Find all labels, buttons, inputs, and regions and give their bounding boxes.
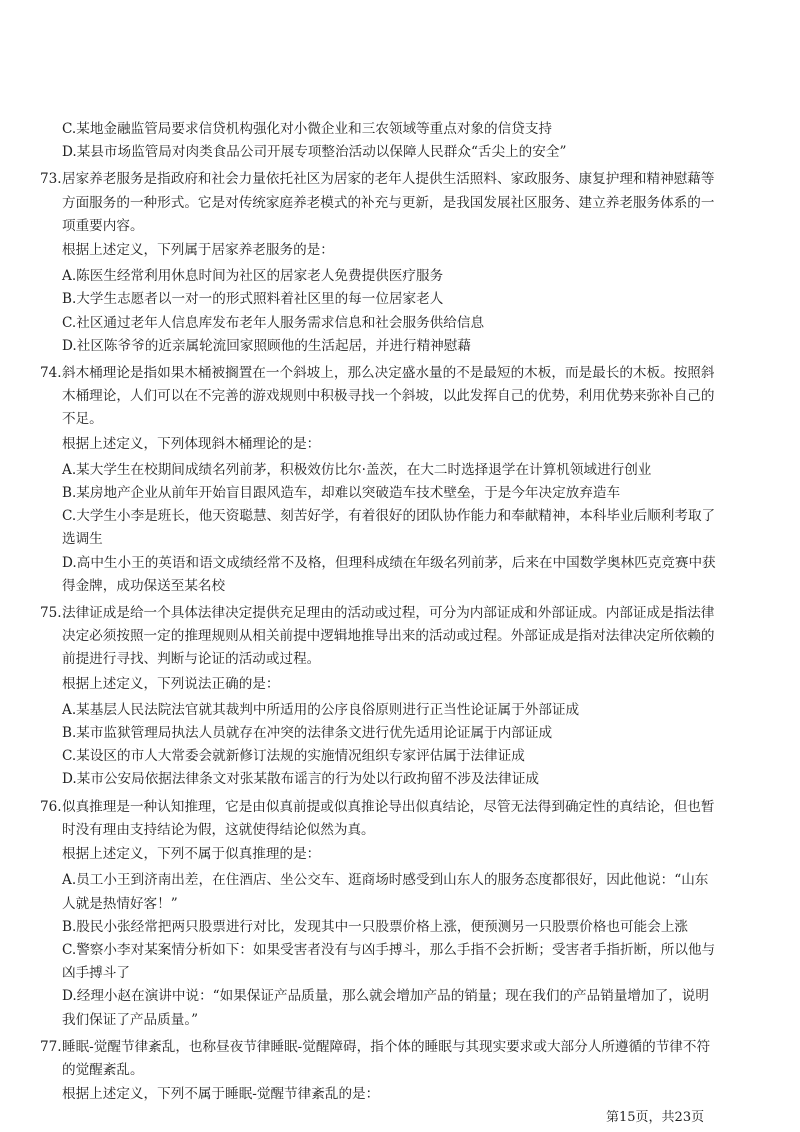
question-stem-line: 时没有理由支持结论为假，这就使得结论似然为真。 (62, 821, 375, 838)
question-block (40, 792, 770, 1032)
question-number: 76. (40, 798, 62, 815)
question-stem-line (40, 602, 770, 625)
option-line: 凶手搏斗了 (62, 965, 130, 982)
question-prompt: 根据上述定义，下列说法正确的是： (62, 675, 280, 692)
option-line: B.大学生志愿者以一对一的形式照料着社区里的每一位居家老人 (62, 291, 444, 308)
answer-option (40, 722, 770, 745)
option-line: C.某设区的市人大常委会就新修订法规的实施情况组织专家评估属于法律证成 (62, 748, 525, 765)
option-line: C.警察小李对某案情分析如下：如果受害者没有与凶手搏斗，那么手指不会折断；受害者手指折断，所以他与 (62, 941, 716, 958)
option-line: A.员工小王到济南出差，在住酒店、坐公交车、逛商场时感受到山东人的服务态度都很好，因此他说：“山东 (62, 872, 709, 889)
answer-option (40, 939, 770, 985)
question-block (40, 358, 770, 598)
question-stem-line (40, 1036, 770, 1059)
answer-option (40, 869, 770, 915)
question-prompt: 根据上述定义，下列不属于似真推理的是： (62, 846, 321, 863)
option-line: D.某县市场监管局对肉类食品公司开展专项整治活动以保障人民群众“舌尖上的安全” (62, 144, 567, 161)
question-stem-line: 项重要内容。 (62, 217, 144, 234)
option-line: B.某房地产企业从前年开始盲目跟风造车，却难以突破造车技术壁垒，于是今年决定放弃造车 (62, 485, 621, 502)
question-stem-line (40, 362, 770, 385)
answer-option (40, 459, 770, 482)
answer-option (40, 699, 770, 722)
option-line: D.经理小赵在演讲中说：“如果保证产品质量，那么就会增加产品的销量；现在我们的产品销量增加了，说明 (62, 988, 709, 1005)
question-block (40, 164, 770, 358)
question-stem-text: 睡眠-觉醒节律紊乱，也称昼夜节律睡眠-觉醒障碍，指个体的睡眠与其现实要求或大部分人所遵循的节律不符 (62, 1038, 711, 1055)
option-line: B.某市监狱管理局执法人员就存在冲突的法律条文进行优先适用论证属于内部证成 (62, 725, 553, 742)
option-line: 我们保证了产品质量。” (62, 1011, 199, 1028)
answer-option (40, 745, 770, 768)
option-line: 选调生 (62, 531, 103, 548)
question-stem-line (40, 796, 770, 819)
page-number: 第15页，共23页 (606, 1110, 705, 1125)
answer-option (40, 505, 770, 551)
question-number: 73. (40, 171, 62, 188)
answer-option (40, 288, 770, 311)
question-stem-text: 居家养老服务是指政府和社会力量依托社区为居家的老年人提供生活照料、家政服务、康复护理和精神慰藉等 (62, 171, 715, 188)
page-content (40, 118, 770, 1109)
option-line: D.社区陈爷爷的近亲属轮流回家照顾他的生活起居，并进行精神慰藉 (62, 337, 471, 354)
option-line: A.某基层人民法院法官就其裁判中所适用的公序良俗原则进行正当性论证属于外部证成 (62, 701, 580, 718)
question-stem-line: 方面服务的一种形式。它是对传统家庭养老模式的补充与更新，是我国发展社区服务、建立养老服务体系的一 (62, 194, 715, 211)
question-prompt: 根据上述定义，下列不属于睡眠-觉醒节律紊乱的是： (62, 1086, 380, 1103)
answer-option (40, 482, 770, 505)
option-line: C.某地金融监管局要求信贷机构强化对小微企业和三农领域等重点对象的信贷支持 (62, 121, 553, 137)
question-number: 74. (40, 365, 62, 382)
option-line: A.某大学生在校期间成绩名列前茅，积极效仿比尔·盖茨，在大二时选择退学在计算机领域进行创业 (62, 461, 652, 478)
question-number: 77. (40, 1038, 62, 1055)
question-stem-line: 不足。 (62, 411, 103, 428)
option-line: 人就是热情好客！” (62, 895, 178, 912)
question-stem-line (40, 168, 770, 191)
answer-option (40, 312, 770, 335)
question-stem-line: 前提进行寻找、判断与论证的活动或过程。 (62, 651, 321, 668)
option-line: D.某市公安局依据法律条文对张某散布谣言的行为处以行政拘留不涉及法律证成 (62, 771, 539, 788)
answer-option (40, 985, 770, 1031)
question-block (40, 598, 770, 792)
question-stem-text: 似真推理是一种认知推理，它是由似真前提或似真推论导出似真结论，尽管无法得到确定性的真结论，但也暂 (62, 798, 715, 815)
question-stem-line: 的觉醒紊乱。 (62, 1061, 144, 1078)
question-prompt: 根据上述定义，下列体现斜木桶理论的是： (62, 435, 321, 452)
answer-option (40, 768, 770, 791)
option-line: B.股民小张经常把两只股票进行对比，发现其中一只股票价格上涨，便预测另一只股票价格也可能会上涨 (62, 918, 689, 935)
answer-option (40, 335, 770, 358)
question-number: 75. (40, 605, 62, 622)
question-block (40, 1032, 770, 1107)
option-line: C.大学生小李是班长，他天资聪慧、刻苦好学，有着很好的团队协作能力和奉献精神，本科毕业后顺利考取了 (62, 508, 716, 525)
question-prompt: 根据上述定义，下列属于居家养老服务的是： (62, 242, 334, 259)
option-line: C.社区通过老年人信息库发布老年人服务需求信息和社会服务供给信息 (62, 314, 485, 331)
question-stem-line: 决定必须按照一定的推理规则从相关前提中逻辑地推导出来的活动或过程。外部证成是指对法律决定所依赖的 (62, 628, 715, 645)
answer-option (40, 552, 770, 598)
option-line: A.陈医生经常利用休息时间为社区的居家老人免费提供医疗服务 (62, 268, 444, 285)
question-stem-text: 法律证成是给一个具体法律决定提供充足理由的活动或过程，可分为内部证成和外部证成。内部证成是指法律 (62, 605, 715, 622)
option-line: D.高中生小王的英语和语文成绩经常不及格，但理科成绩在年级名列前茅，后来在中国数学奥林匹克竞赛中获 (62, 554, 716, 571)
question-stem-line: 木桶理论，人们可以在不完善的游戏规则中积极寻找一个斜坡，以此发挥自己的优势，利用优势来弥补自己的 (62, 388, 715, 405)
question-stem-text: 斜木桶理论是指如果木桶被搁置在一个斜坡上，那么决定盛水量的不是最短的木板，而是最长的木板。按照斜 (62, 365, 715, 382)
answer-option (40, 916, 770, 939)
option-line: 得金牌，成功保送至某名校 (62, 577, 226, 594)
answer-option (40, 265, 770, 288)
